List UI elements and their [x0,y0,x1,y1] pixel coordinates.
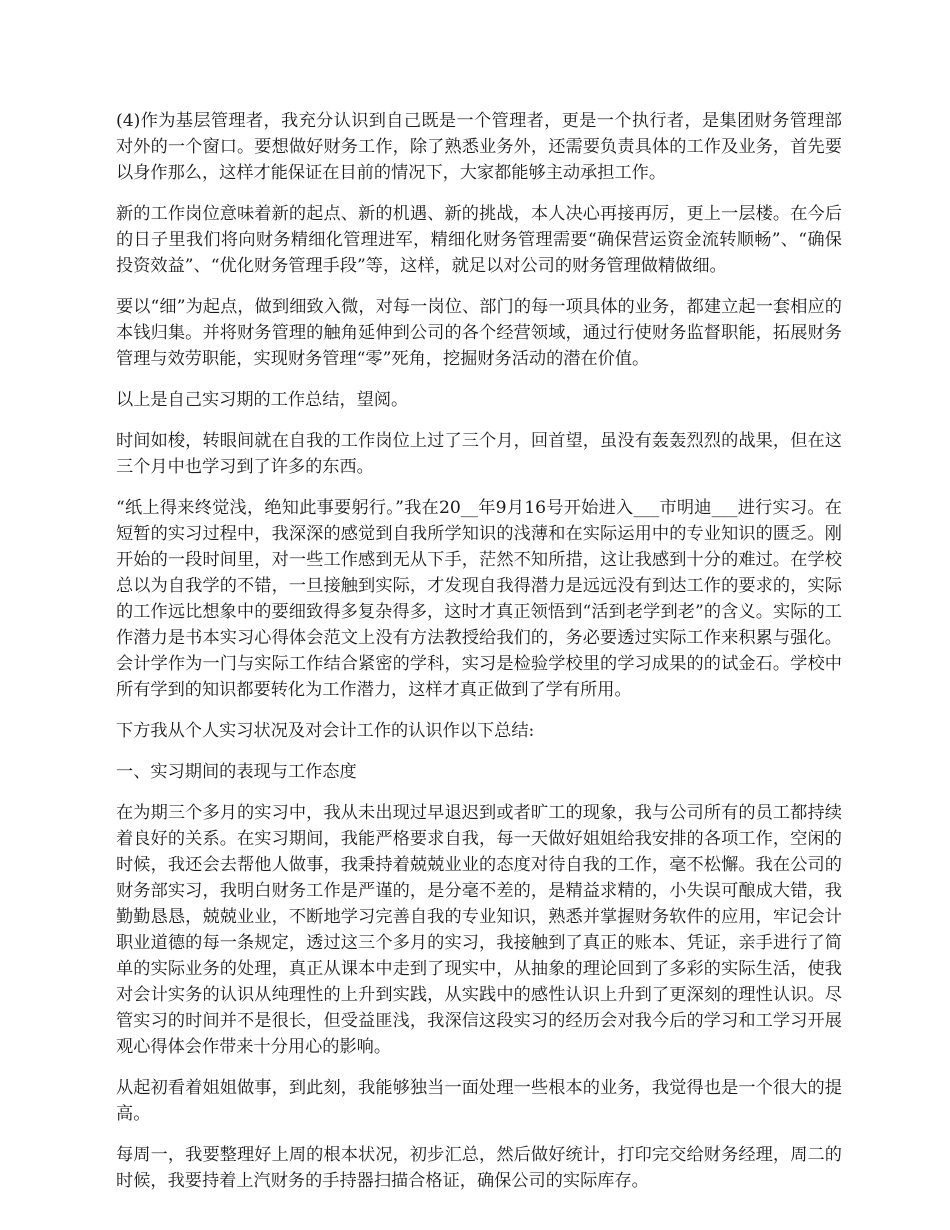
paragraph-5: 时间如梭，转眼间就在自我的工作岗位上过了三个月，回首望，虽没有轰轰烈烈的战果，但在这三个月中也学习到了许多的东西。 [116,431,842,477]
document-page [116,108,842,1209]
paragraph-1: (4)作为基层管理者，我充分认识到自己既是一个管理者，更是一个执行者，是集团财务管理部对外的一个窗口。要想做好财务工作，除了熟悉业务外，还需要负责具体的工作及业务，首先要以身作那么，这样才能保证在目前的情况下，大家都能够主动承担工作。 [116,111,842,183]
paragraph-7: 下方我从个人实习状况及对会计工作的认识作以下总结: [116,721,535,741]
paragraph-10: 从起初看着姐姐做事，到此刻，我能够独当一面处理一些根本的业务，我觉得也是一个很大的提高。 [116,1078,842,1124]
paragraph-2: 新的工作岗位意味着新的起点、新的机遇、新的挑战，本人决心再接再厉，更上一层楼。在今后的日子里我们将向财务精细化管理进军，精细化财务管理需要“确保营运资金流转顺畅”、“确保投资效益”、“优化财务管理手段”等，这样，就足以对公司的财务管理做精做细。 [116,204,842,276]
paragraph-4: 以上是自己实习期的工作总结，望阅。 [116,390,409,410]
paragraph-11: 每周一，我要整理好上周的根本状况，初步汇总，然后做好统计，打印完交给财务经理，周二的时候，我要持着上汽财务的手持器扫描合格证，确保公司的实际库存。 [116,1145,842,1191]
paragraph-3: 要以“细”为起点，做到细致入微，对每一岗位、部门的每一项具体的业务，都建立起一套相应的本钱归集。并将财务管理的触角延伸到公司的各个经营领域，通过行使财务监督职能，拓展财务管理与效劳职能，实现财务管理“零”死角，挖掘财务活动的潜在价值。 [116,297,842,369]
paragraph-6: “纸上得来终觉浅，绝知此事要躬行。”我在20__年9月16号开始进入___市明迪___进行实习。在短暂的实习过程中，我深深的感觉到自我所学知识的浅薄和在实际运用中的专业知识的匮乏。刚开始的一段时间里，对一些工作感到无从下手，茫然不知所措，这让我感到十分的难过。在学校总以为自我学的不错，一旦接触到实际，才发现自我得潜力是远远没有到达工作的要求的，实际的工作远比想象中的要细致得多复杂得多，这时才真正领悟到“活到老学到老”的含义。实际的工作潜力是书本实习心得体会范文上没有方法教授给我们的，务必要透过实际工作来积累与强化。会计学作为一门与实际工作结合紧密的学科，实习是检验学校里的学习成果的的试金石。学校中所有学到的知识都要转化为工作潜力，这样才真正做到了学有所用。 [116,498,842,700]
section-heading: 一、实习期间的表现与工作态度 [116,762,357,782]
paragraph-9: 在为期三个多月的实习中，我从未出现过早退迟到或者旷工的现象，我与公司所有的员工都持续着良好的关系。在实习期间，我能严格要求自我，每一天做好姐姐给我安排的各项工作，空闲的时候，我还会去帮他人做事，我秉持着兢兢业业的态度对待自我的工作，毫不松懈。我在公司的财务部实习，我明白财务工作是严谨的，是分毫不差的，是精益求精的，小失误可酿成大错，我勤勤恳恳，兢兢业业，不断地学习完善自我的专业知识，熟悉并掌握财务软件的应用，牢记会计职业道德的每一条规定，透过这三个多月的实习，我接触到了真正的账本、凭证，亲手进行了简单的实际业务的处理，真正从课本中走到了现实中，从抽象的理论回到了多彩的实际生活，使我对会计实务的认识从纯理性的上升到实践，从实践中的感性认识上升到了更深刻的理性认识。尽管实习的时间并不是很长，但受益匪浅，我深信这段实习的经历会对我今后的学习和工学习开展观心得体会作带来十分用心的影响。 [116,803,842,1057]
